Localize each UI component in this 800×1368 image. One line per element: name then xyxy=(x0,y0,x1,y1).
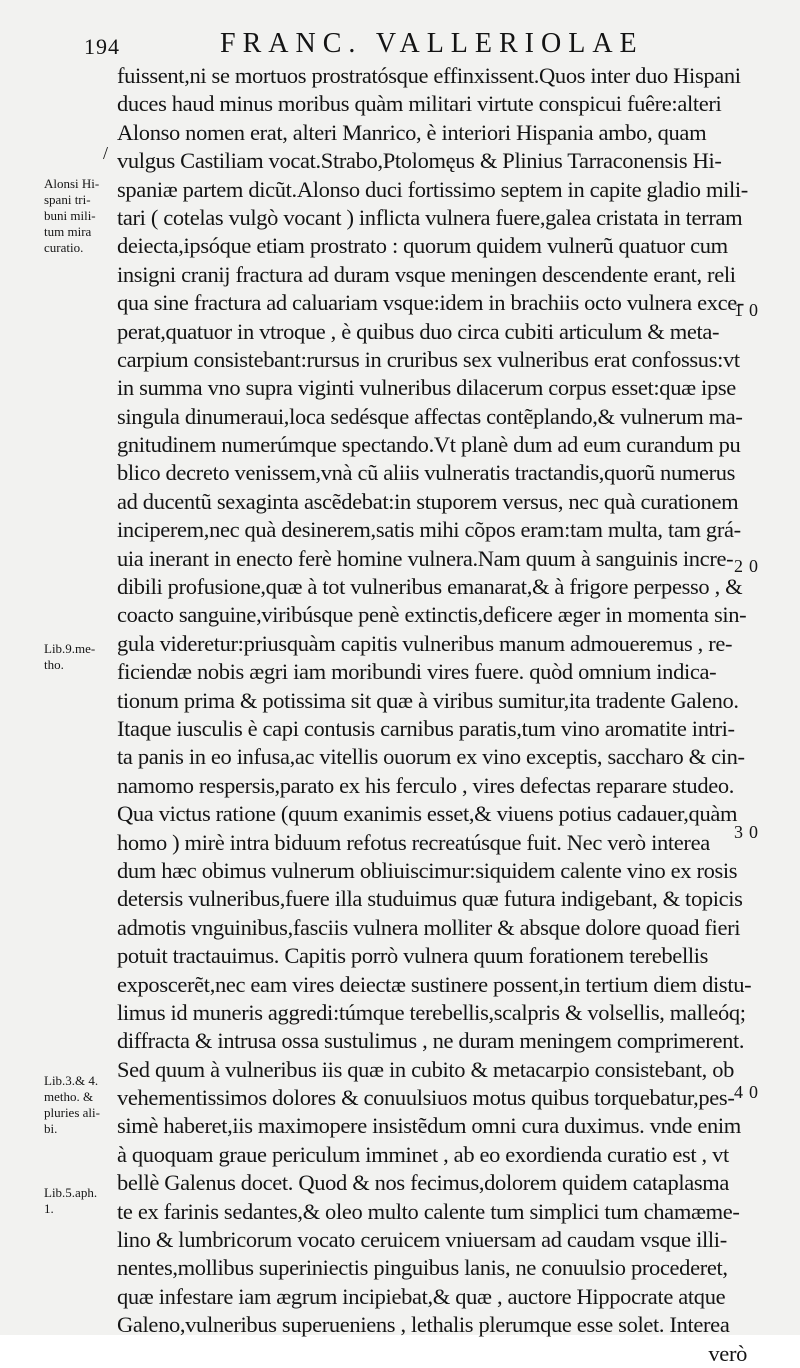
text-line: potuit tractauimus. Capitis porrò vulnera quum forationem terebellis xyxy=(117,943,709,969)
running-head: FRANC. VALLERIOLAE xyxy=(220,28,644,59)
text-line: duces haud minus moribus quàm militari virtute conspicui fuêre:alteri xyxy=(117,91,722,117)
text-line: simè haberet,iis maximopere insistẽdum omni cura duximus. vnde enim xyxy=(117,1113,741,1139)
line-count-10: 10 xyxy=(734,300,764,320)
text-line: coacto sanguine,viribúsque penè extinctis,deficere æger in momenta sin- xyxy=(117,602,747,628)
text-line: qua sine fractura ad caluariam vsque:idem in brachiis octo vulnera exce- xyxy=(117,290,745,316)
text-line: quæ infestare iam ægrum incipiebat,& quæ , auctore Hippocrate atque xyxy=(117,1283,726,1309)
text-line: uia inerant in enecto ferè homine vulnera.Nam quum à sanguinis incre- xyxy=(117,545,734,571)
text-line: vehementissimos dolores & conuulsiuos motus quibus torquebatur,pes- xyxy=(117,1085,735,1111)
text-line: limus id muneris aggredi:túmque terebellis,scalpris & volsellis, malleóq; xyxy=(117,999,746,1025)
text-line: diffracta & intrusa ossa sustulimus , ne duram meningem comprimerent. xyxy=(117,1028,745,1054)
text-line: te ex farinis sedantes,& oleo multo calente tum simplici tum chamæme- xyxy=(117,1198,740,1224)
text-line: Sed quum à vulneribus iis quæ in cubito & metacarpio consistebant, ob xyxy=(117,1056,735,1082)
margin-mark: / xyxy=(103,143,109,163)
text-line: perat,quatuor in vtroque , è quibus duo circa cubiti articulum & meta- xyxy=(117,318,720,344)
text-line: bellè Galenus docet. Quod & nos fecimus,dolorem quidem cataplasma xyxy=(117,1170,730,1196)
text-line: spaniæ partem dicũt.Alonso duci fortissimo septem in capite gladio mili- xyxy=(117,176,748,202)
text-line: admotis vnguinibus,fasciis vulnera molliter & absque dolore quoad fieri xyxy=(117,914,741,940)
text-line: singula dinumeraui,loca sedésque affectas contẽplando,& vulnerum ma- xyxy=(117,403,743,429)
text-line: insigni cranij fractura ad duram vsque meningen descendente erant, reli xyxy=(117,261,736,287)
text-line: gula videretur:priusquàm capitis vulneribus manum admoueremus , re- xyxy=(117,630,733,656)
text-line: ficiendæ nobis ægri iam moribundi vires fuere. quòd omnium indica- xyxy=(117,659,717,685)
text-line: nentes,mollibus superiniectis pinguibus lanis, ne conuulsio procederet, xyxy=(117,1255,728,1281)
text-line: blico decreto venissem,vnà cũ aliis vulneratis tractandis,quorũ numerus xyxy=(117,460,736,486)
text-line: ta panis in eo infusa,ac vitellis ouorum ex vino exceptis, saccharo & cin- xyxy=(117,744,745,770)
margin-note-lib5: Lib.5.aph. 1. xyxy=(44,1185,98,1216)
line-count-40: 40 xyxy=(734,1082,764,1102)
text-line: carpium consistebant:rursus in cruribus sex vulneribus erat confossus:vt xyxy=(117,346,740,372)
text-line: Galeno,vulneribus superueniens , lethalis plerumque esse solet. Interea xyxy=(117,1312,730,1338)
text-line: homo ) mirè intra biduum refotus recreatúsque fuit. Nec verò interea xyxy=(117,829,710,855)
line-count-20: 20 xyxy=(734,556,764,576)
body-text xyxy=(117,62,757,1368)
text-line: Qua victus ratione (quum exanimis esset,& viuens potius cadauer,quàm xyxy=(117,801,738,827)
text-line: detersis vulneribus,fuere illa studuimus quæ futura indigebant, & topicis xyxy=(117,886,743,912)
catchword: verò xyxy=(708,1340,747,1366)
text-line: Alonso nomen erat, alteri Manrico, è interiori Hispania ambo, quam xyxy=(117,119,707,145)
text-line: in summa vno supra viginti vulneribus dilacerum corpus esset:quæ ipse xyxy=(117,375,736,401)
page-number: 194 xyxy=(84,34,120,59)
text-line: exposcerẽt,nec eam vires deiectæ sustinere possent,in tertium diem distu- xyxy=(117,971,752,997)
line-count-30: 30 xyxy=(734,822,764,842)
text-line: namomo respersis,parato ex his ferculo , vires defectas reparare studeo. xyxy=(117,772,735,798)
margin-note-lib9: Lib.9.me- tho. xyxy=(44,641,96,672)
text-line: à quoquam graue periculum imminet , ab eo exordienda curatio est , vt xyxy=(117,1141,729,1167)
text-line: ad ducentũ sexaginta ascẽdebat:in stuporem versus, nec quà curationem xyxy=(117,488,739,514)
text-line: vulgus Castiliam vocat.Strabo,Ptolomęus & Plinius Tarraconensis Hi- xyxy=(117,148,722,174)
margin-note-alonso: Alonsi Hi- spani tri- buni mili- tum mira curatio. xyxy=(44,176,100,255)
text-line: dum hæc obimus vulnerum obliuiscimur:siquidem calente vino ex rosis xyxy=(117,857,738,883)
text-line: dibili profusione,quæ à tot vulneribus emanarat,& à frigore perpesso , & xyxy=(117,574,743,600)
text-line: Itaque iusculis è capi contusis carnibus paratis,tum vino aromatite intri- xyxy=(117,715,735,741)
text-line: gnitudinem numerúmque spectando.Vt planè dum ad eum curandum pu xyxy=(117,432,741,458)
text-line: tari ( cotelas vulgò vocant ) inflicta vulnera fuere,galea cristata in terram xyxy=(117,204,743,230)
text-line: tionum prima & potissima sit quæ à viribus sumitur,ita tradente Galeno. xyxy=(117,687,739,713)
text-line: lino & lumbricorum vocato ceruicem vniuersam ad caudam vsque illi- xyxy=(117,1227,727,1253)
text-line: fuissent,ni se mortuos prostratósque effinxissent.Quos inter duo Hispani xyxy=(117,63,741,88)
margin-note-lib3-4: Lib.3.& 4. metho. & pluries ali- bi. xyxy=(44,1073,100,1136)
text-line: deiecta,ipsóque etiam prostrato : quorum quidem vulnerũ quatuor cum xyxy=(117,233,728,259)
text-line: inciperem,nec quà desinerem,satis mihi cõpos eram:tam multa, tam grá- xyxy=(117,517,741,543)
